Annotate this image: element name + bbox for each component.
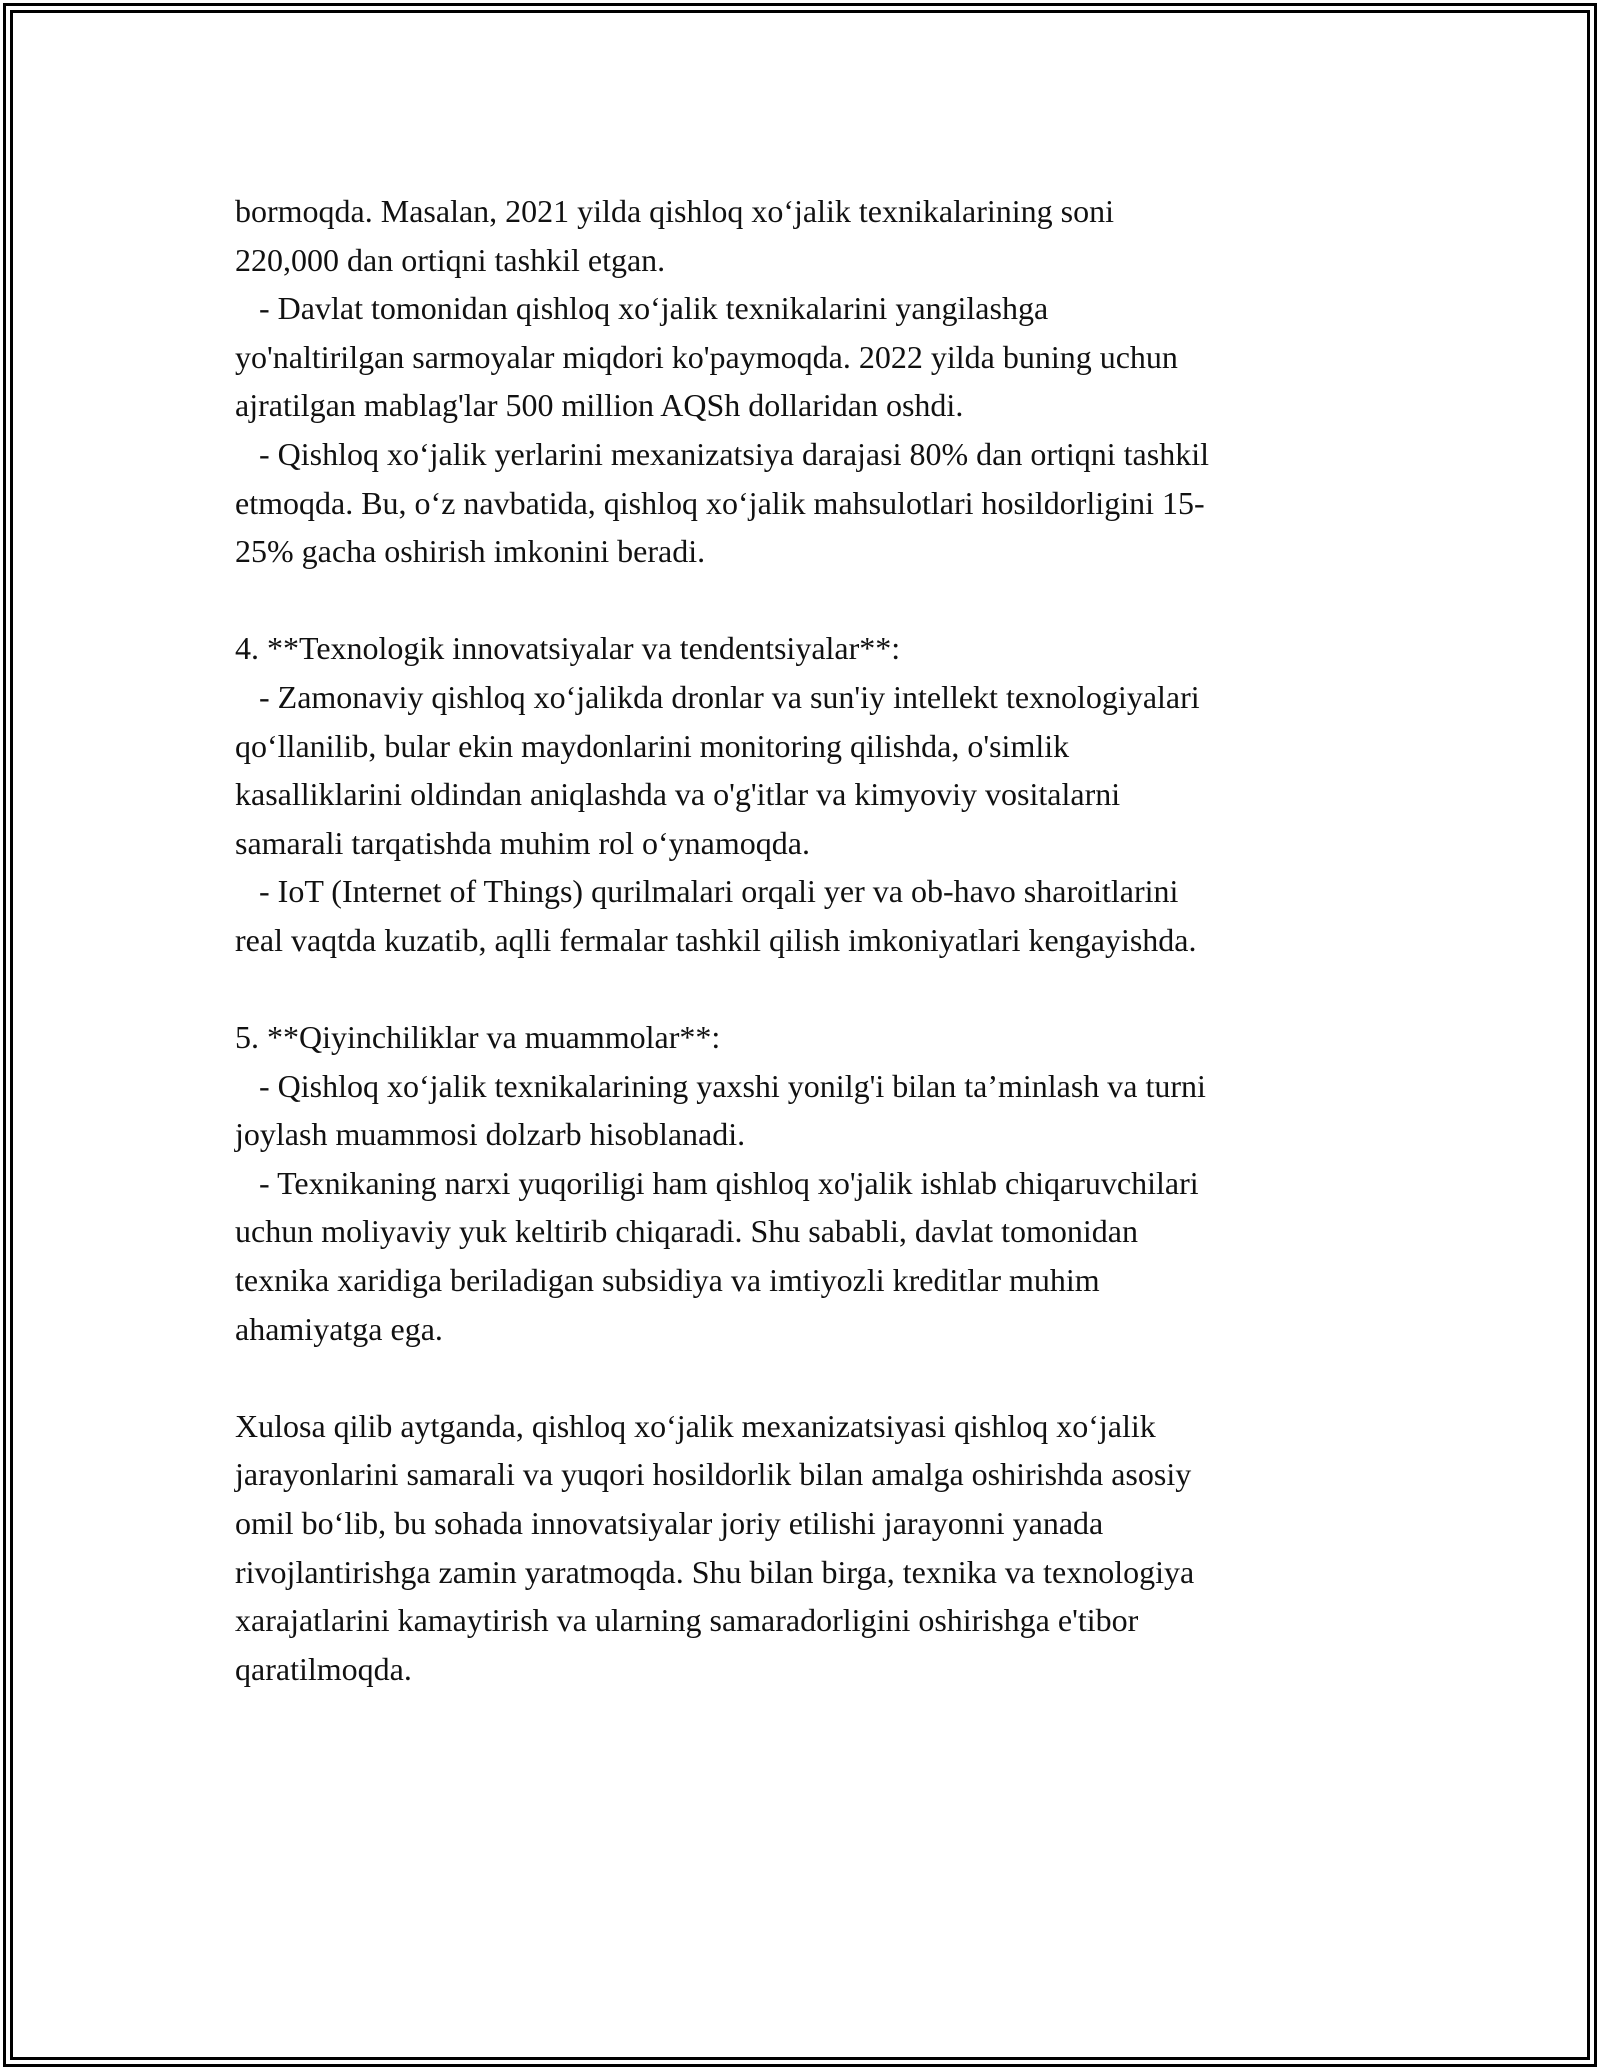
paragraph-fuel-bullet: - Qishloq xo‘jalik texnikalarining yaxshi yonilg'i bilan ta’minlash va turni joylash muammosi dolzarb hisoblanadi. — [235, 1067, 1206, 1153]
paragraph-spacer — [235, 1353, 1365, 1402]
paragraph-spacer — [235, 576, 1365, 625]
paragraph-spacer — [235, 965, 1365, 1014]
paragraph-iot-bullet: - IoT (Internet of Things) qurilmalari orqali yer va ob-havo sharoitlarini real vaqtda kuzatib, aqlli fermalar tashkil qilish imkoniyatlari kengayishda. — [235, 873, 1197, 958]
document-body — [235, 187, 1365, 1693]
paragraph-drones-ai-bullet: - Zamonaviy qishloq xo‘jalikda dronlar va sun'iy intellekt texnologiyalari qo‘llanilib, bular ekin maydonlarini monitoring qilishda, o'simlik kasalliklarini oldindan aniqlashda va o'g'itlar va kimyoviy vositalarni samarali tarqatishda muhim rol o‘ynamoqda. — [235, 678, 1200, 861]
paragraph-price-bullet: - Texnikaning narxi yuqoriligi ham qishloq xo'jalik ishlab chiqaruvchilari uchun moliyaviy yuk keltirib chiqaradi. Shu sababli, davlat tomonidan texnika xaridiga beriladigan subsidiya va imtiyozli kreditlar muhim ahamiyatga ega. — [235, 1164, 1199, 1347]
paragraph-mechanization-bullet: - Qishloq xo‘jalik yerlarini mexanizatsiya darajasi 80% dan ortiqni tashkil etmoqda. Bu, o‘z navbatida, qishloq xo‘jalik mahsulotlari hosildorligini 15- 25% gacha oshirish imkonini beradi. — [235, 435, 1209, 570]
paragraph-continued-statistics: bormoqda. Masalan, 2021 yilda qishloq xo‘jalik texnikalarining soni 220,000 dan ortiqni tashkil etgan. — [235, 193, 1114, 278]
section-heading-innovations: 4. **Texnologik innovatsiyalar va tendentsiyalar**: — [235, 630, 901, 667]
section-heading-challenges: 5. **Qiyinchiliklar va muammolar**: — [235, 1019, 721, 1056]
paragraph-investment-bullet: - Davlat tomonidan qishloq xo‘jalik texnikalarini yangilashga yo'naltirilgan sarmoyalar miqdori ko'paymoqda. 2022 yilda buning uchun ajratilgan mablag'lar 500 million AQSh dollaridan oshdi. — [235, 290, 1178, 424]
paragraph-conclusion: Xulosa qilib aytganda, qishloq xo‘jalik mexanizatsiyasi qishloq xo‘jalik jarayonlarini samarali va yuqori hosildorlik bilan amalga oshirishda asosiy omil bo‘lib, bu sohada innovatsiyalar joriy etilishi jarayonni yanada rivojlantirishga zamin yaratmoqda. Shu bilan birga, texnika va texnologiya xarajatlarini kamaytirish va ularning samaradorligini oshirishga e'tibor qaratilmoqda. — [235, 1407, 1195, 1687]
